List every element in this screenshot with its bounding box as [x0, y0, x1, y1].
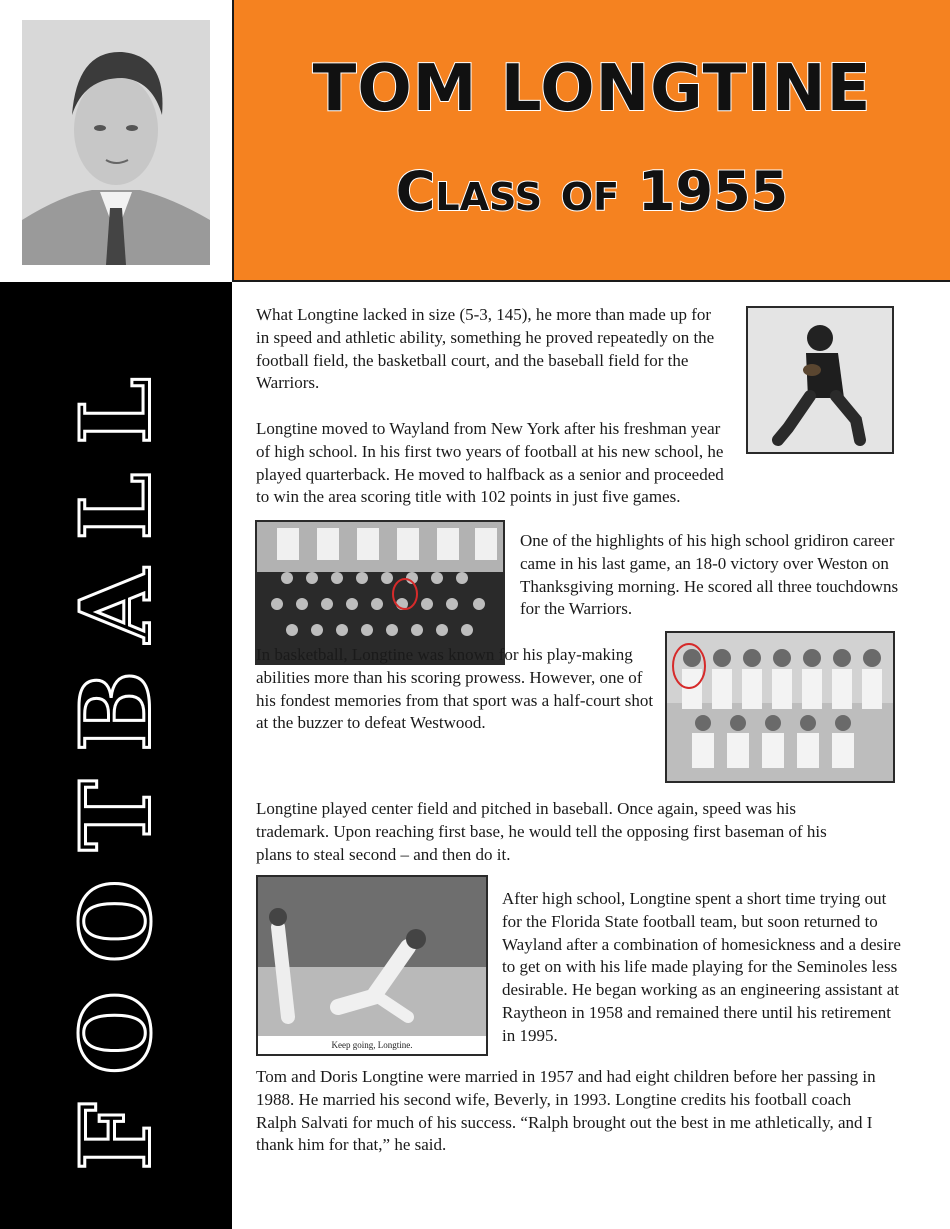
paragraph-basketball: [256, 644, 656, 735]
paragraph-family: Tom and Doris Longtine were married in 1957 and had eight children before her passing in 1988. He married his second wife, Beverly, in 1993. Longtine credits his football coach Ralph Salvati for much of his success. “Ralph brought out the best in me athletically, and I thank him for that,” he said.: [256, 1067, 876, 1155]
baseball-slide-photo: [256, 875, 488, 1056]
class-year: Class of 1955: [395, 160, 789, 223]
paragraph-move-to-wayland: [256, 418, 726, 509]
portrait-photo: [22, 20, 210, 265]
paragraph-basketball-text: In basketball, Longtine was known for his play-making abilities more than his scoring prowess. However, one of his fondest memories from that sport was a half-court shot at the buzzer to defeat Westwood.: [256, 645, 654, 733]
sport-label: FOOTBALL: [59, 349, 173, 1171]
photo-caption: Keep going, Longtine.: [258, 1036, 486, 1054]
paragraph-baseball: Longtine played center field and pitched in baseball. Once again, speed was his trademark. Upon reaching first base, he would tell the opposing first baseman of his plans to steal second – and then do it.: [256, 799, 827, 864]
portrait-figure: [22, 20, 210, 265]
paragraph-thanksgiving-game: One of the highlights of his high school gridiron career came in his last game, an 18-0 victory over Weston on Thanksgiving morning. He scored all three touchdowns for the Warriors.: [520, 531, 899, 619]
paragraph-after-high-school: After high school, Longtine spent a short time trying out for the Florida State football team, but soon returned to Wayland after a combination of homesickness and a desire to get on with his life made playing for the Seminoles less desirable. He began working as an engineering assistant at Raytheon in 1958 and remained there until his retirement in 1995.: [502, 889, 901, 1045]
paragraph-move-to-wayland-text: Longtine moved to Wayland from New York after his freshman year of high school. In his first two years of football at his new school, he played quarterback. He moved to halfback as a senior and proceeded to win the area scoring title with 102 points in just five games.: [256, 419, 724, 507]
football-action-photo: [746, 306, 894, 454]
basketball-team-photo: [665, 631, 895, 783]
paragraph-intro: What Longtine lacked in size (5-3, 145), he more than made up for in speed and athletic ability, something he proved repeatedly on the football field, the basketball court, and the baseball field for the Warriors.: [256, 305, 715, 393]
title-banner: [232, 0, 950, 282]
player-name: TOM LONGTINE: [312, 52, 872, 126]
